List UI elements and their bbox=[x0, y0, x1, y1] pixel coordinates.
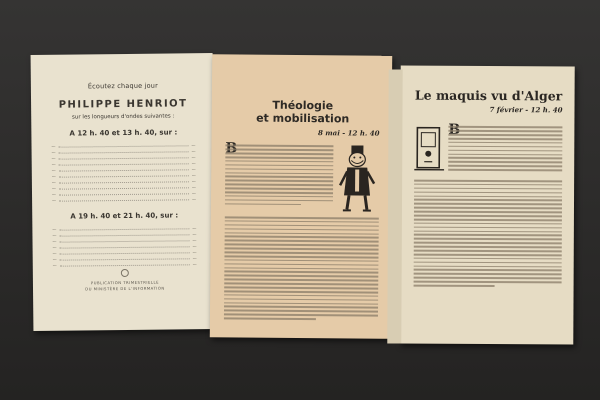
ornament-icon bbox=[121, 269, 129, 277]
article-date-right: 7 février - 12 h. 40 bbox=[489, 105, 563, 115]
station-row: — — bbox=[52, 255, 197, 262]
station-row: — — bbox=[52, 249, 197, 256]
station-row: — — bbox=[51, 166, 196, 173]
title-line-1: Théologie bbox=[272, 98, 334, 113]
listen-line: Écoutez chaque jour bbox=[87, 81, 159, 91]
right-booklet-page bbox=[399, 66, 574, 345]
station-row: — — bbox=[52, 231, 197, 238]
wavelength-line: sur les longueurs d'ondes suivantes : bbox=[72, 113, 175, 121]
footer-line-2: DU MINISTÈRE DE L'INFORMATION bbox=[85, 285, 165, 292]
article-body-text-right bbox=[414, 180, 563, 287]
article-title-right: Le maquis vu d'Alger bbox=[414, 87, 563, 104]
left-booklet-page bbox=[31, 53, 216, 331]
speaker-name: PHILIPPE HENRIOT bbox=[58, 98, 188, 111]
article-body-text bbox=[224, 216, 379, 320]
article-date: 8 mai - 12 h. 40 bbox=[317, 128, 380, 138]
article-top-section-right bbox=[414, 124, 562, 177]
station-list-1 bbox=[45, 142, 202, 204]
booklet-spine bbox=[387, 69, 402, 343]
station-row: — — bbox=[52, 237, 197, 244]
station-row: — — bbox=[51, 178, 196, 185]
station-row: — — bbox=[52, 196, 197, 203]
station-row: — — bbox=[51, 160, 196, 167]
article-intro-text bbox=[225, 142, 334, 213]
station-list-2 bbox=[46, 225, 202, 269]
station-row: — — bbox=[52, 261, 197, 268]
right-page-content bbox=[413, 80, 562, 333]
station-row: — — bbox=[51, 184, 196, 191]
article-top-section bbox=[225, 142, 380, 213]
schedule-heading-2: A 19 h. 40 et 21 h. 40, sur : bbox=[70, 211, 179, 221]
door-cartoon-illustration bbox=[414, 124, 444, 176]
station-row: — — bbox=[51, 154, 196, 161]
footer-line-1: PUBLICATION TRIMESTRIELLE bbox=[90, 279, 160, 286]
station-row: — — bbox=[51, 172, 196, 179]
left-page-content bbox=[45, 65, 204, 321]
station-row: — — bbox=[51, 190, 197, 197]
middle-booklet-page bbox=[210, 54, 392, 339]
article-title bbox=[226, 98, 380, 125]
title-line-2: et mobilisation bbox=[256, 111, 350, 126]
article-intro-text-right bbox=[448, 124, 562, 177]
station-row: — — bbox=[51, 142, 196, 149]
station-row: — — bbox=[52, 243, 197, 250]
cartoon-figure-illustration bbox=[337, 143, 380, 213]
schedule-heading-1: A 12 h. 40 et 13 h. 40, sur : bbox=[69, 128, 178, 138]
publication-footer bbox=[47, 268, 203, 293]
middle-page-content bbox=[224, 68, 380, 326]
station-row: — — bbox=[52, 225, 197, 232]
station-row: — — bbox=[51, 148, 196, 155]
